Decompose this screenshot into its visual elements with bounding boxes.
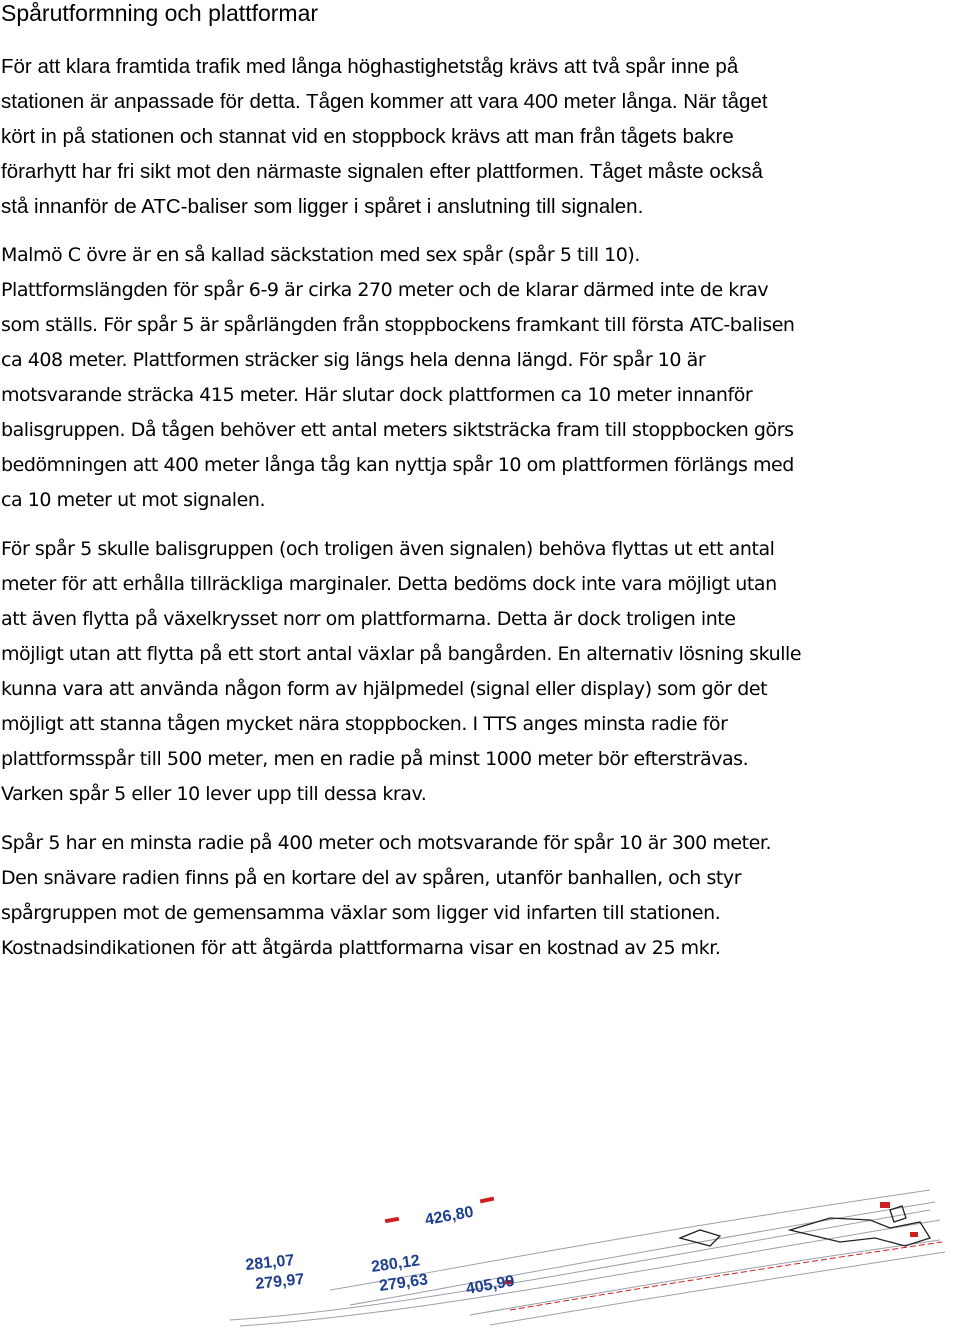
paragraph-1-line-1: För att klara framtida trafik med långa höghastighetståg krävs att två spår inne på	[1, 55, 739, 78]
paragraph-4-line-4: Kostnadsindikationen för att åtgärda plattformarna visar en kostnad av 25 mkr.	[1, 937, 721, 959]
track-line	[230, 1210, 930, 1320]
measurement-279-63: 279,63	[378, 1271, 430, 1295]
paragraph-3-line-7: plattformsspår till 500 meter, men en radie på minst 1000 meter bör eftersträvas.	[1, 748, 749, 770]
structures	[680, 1206, 930, 1246]
paragraph-2-line-3: som ställs. För spår 5 är spårlängden från stoppbockens framkant till första ATC-balisen	[1, 314, 795, 336]
paragraph-2-line-4: ca 408 meter. Plattformen sträcker sig längs hela denna längd. För spår 10 är	[1, 349, 706, 371]
track-line	[470, 1240, 940, 1315]
paragraph-3-line-2: meter för att erhålla tillräckliga marginaler. Detta bedöms dock inte vara möjligt utan	[1, 573, 777, 595]
measurement-labels	[245, 1204, 516, 1298]
paragraph-2-line-6: balisgruppen. Då tågen behöver ett antal meters siktsträcka fram till stoppbocken görs	[1, 419, 794, 441]
paragraph-2-line-7: bedömningen att 400 meter långa tåg kan nyttja spår 10 om plattformen förlängs med	[1, 454, 794, 476]
paragraph-3-line-6: möjligt att stanna tågen mycket nära stoppbocken. I TTS anges minsta radie för	[1, 713, 728, 735]
track-line	[490, 1252, 945, 1325]
paragraph-1-line-2: stationen är anpassade för detta. Tågen kommer att vara 400 meter långa. När tåget	[1, 90, 768, 113]
paragraph-1-line-3: kört in på stationen och stannat vid en stoppbock krävs att man från tågets bakre	[1, 125, 734, 148]
red-marker	[910, 1232, 918, 1237]
paragraph-3-line-4: möjligt utan att flytta på ett stort antal växlar på bangården. En alternativ lösning skulle	[1, 643, 802, 665]
measurement-426-80: 426,80	[423, 1203, 475, 1229]
paragraph-3-line-8: Varken spår 5 eller 10 lever upp till dessa krav.	[1, 783, 427, 805]
paragraph-3-line-3: att även flytta på växelkrysset norr om plattformarna. Detta är dock troligen inte	[1, 608, 736, 630]
paragraph-3-line-1: För spår 5 skulle balisgruppen (och troligen även signalen) behöva flyttas ut ett antal	[1, 538, 775, 560]
track-lines	[230, 1190, 945, 1326]
paragraph-1-line-5: stå innanför de ATC-baliser som ligger i spåret i anslutning till signalen.	[1, 195, 644, 218]
paragraph-2-line-5: motsvarande sträcka 415 meter. Här slutar dock plattformen ca 10 meter innanför	[1, 384, 753, 406]
red-marker	[880, 1202, 890, 1208]
red-marker	[480, 1197, 495, 1204]
measurement-280-12: 280,12	[370, 1252, 422, 1276]
paragraph-1-line-4: förarhytt har fri sikt mot den närmaste signalen efter plattformen. Tåget måste också	[1, 160, 763, 183]
paragraph-4-line-1: Spår 5 har en minsta radie på 400 meter och motsvarande för spår 10 är 300 meter.	[1, 832, 772, 854]
paragraph-4-line-3: spårgruppen mot de gemensamma växlar som ligger vid infarten till stationen.	[1, 902, 721, 924]
track-layout-diagram	[230, 1180, 950, 1328]
red-boundary-line	[510, 1242, 942, 1310]
measurement-279-97: 279,97	[254, 1270, 306, 1293]
paragraph-2-line-1: Malmö C övre är en så kallad säckstation med sex spår (spår 5 till 10).	[1, 244, 640, 266]
building-outline	[680, 1230, 720, 1246]
track-line	[240, 1220, 940, 1326]
paragraph-3-line-5: kunna vara att använda någon form av hjälpmedel (signal eller display) som gör det	[1, 678, 768, 700]
measurement-405-99: 405,99	[464, 1272, 516, 1298]
measurement-281-07: 281,07	[244, 1251, 296, 1274]
paragraph-4-line-2: Den snävare radien finns på en kortare del av spåren, utanför banhallen, och styr	[1, 867, 742, 889]
paragraph-2-line-2: Plattformslängden för spår 6-9 är cirka 270 meter och de klarar därmed inte de krav	[1, 279, 769, 301]
page-title: Spårutformning och plattformar	[1, 0, 319, 26]
paragraph-2-line-8: ca 10 meter ut mot signalen.	[1, 489, 266, 511]
red-marker	[385, 1217, 399, 1223]
